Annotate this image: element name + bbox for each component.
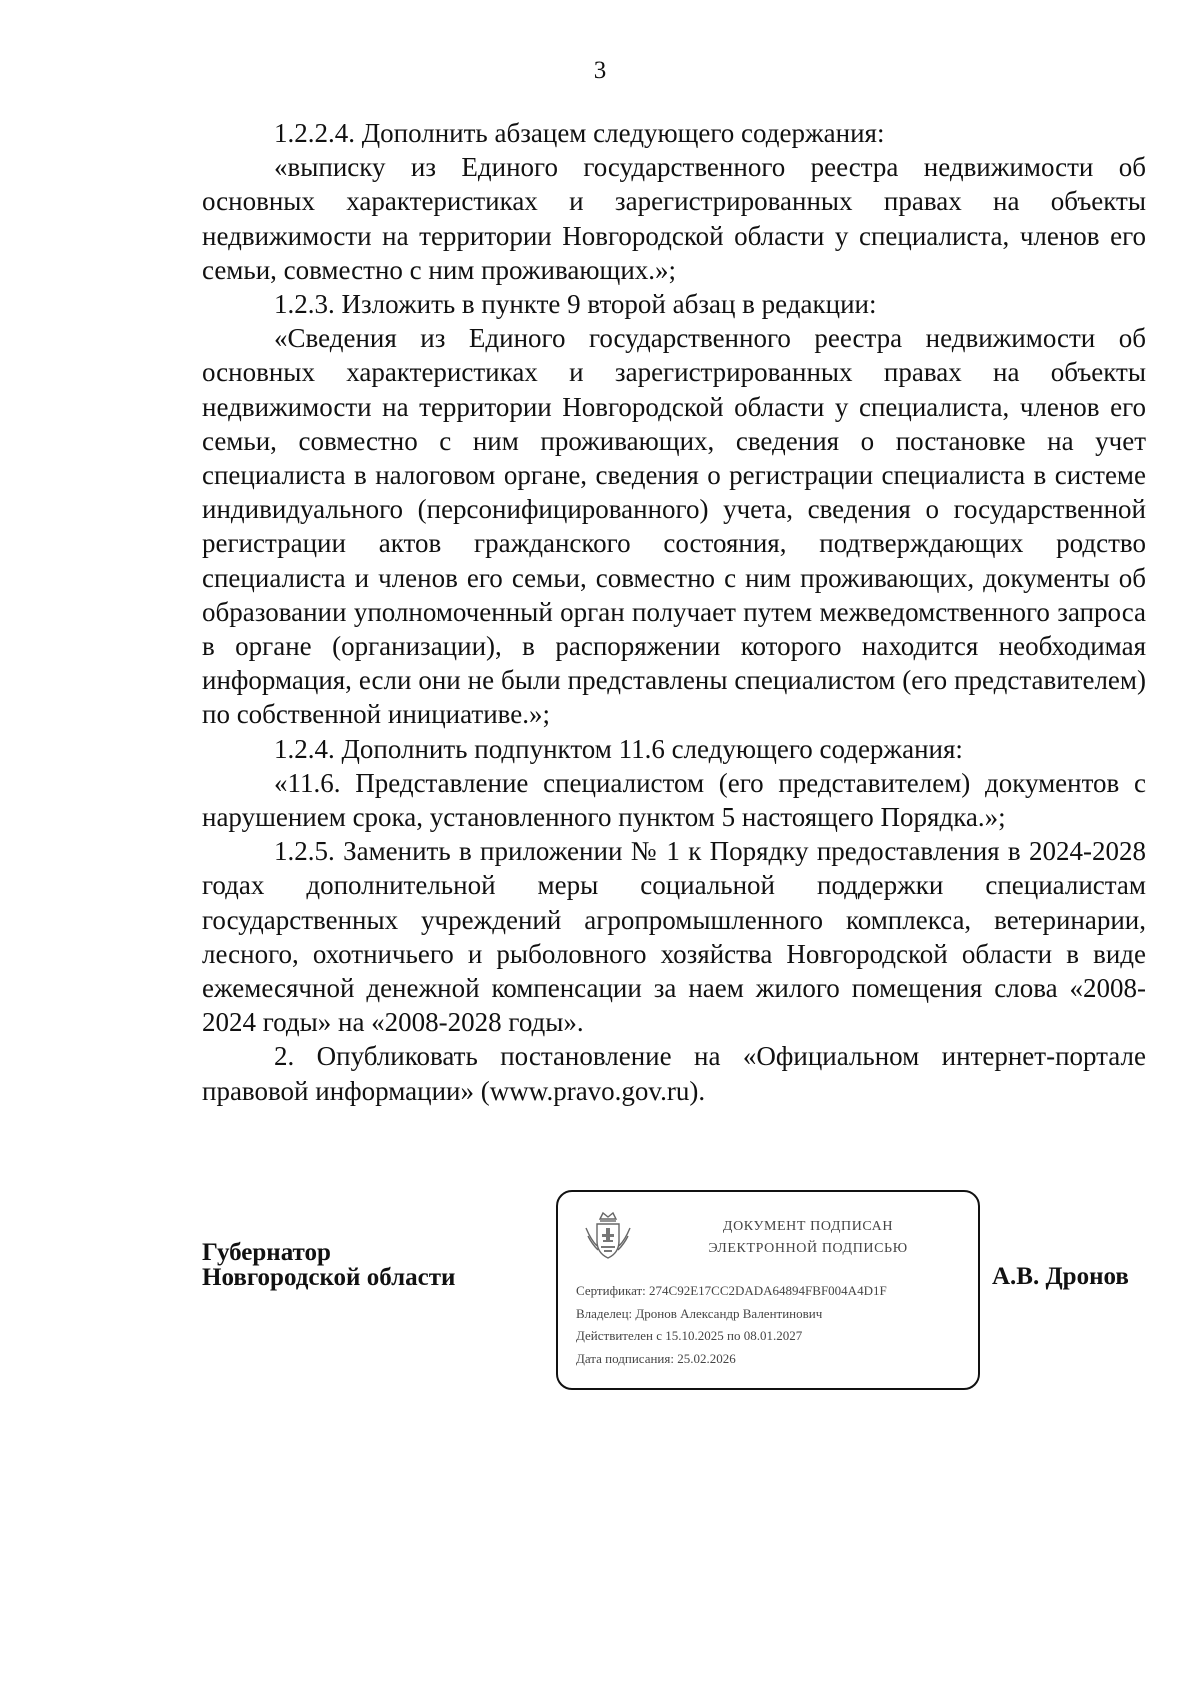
stamp-signing-date: Дата подписания: 25.02.2026 [576,1350,736,1366]
paragraph-2-publish: 2. Опубликовать постановление на «Официальном интернет-портале правовой информации» (www.pravo.gov.ru). [202,1041,1146,1106]
electronic-signature-stamp [556,1190,980,1390]
stamp-owner: Владелец: Дронов Александр Валентинович [576,1305,823,1321]
stamp-header-line1: ДОКУМЕНТ ПОДПИСАН [722,1219,894,1234]
signer-title-line1: Губернатор [202,1239,331,1266]
paragraph-1-2-4: 1.2.4. Дополнить подпунктом 11.6 следующего содержания: [274,733,963,764]
signer-title-line2: Новгородской области [202,1264,456,1291]
signer-name: А.В. Дронов [992,1263,1129,1290]
stamp-header-line2: ЭЛЕКТРОННОЙ ПОДПИСЬЮ [708,1241,908,1256]
coat-of-arms-icon [584,1210,632,1262]
stamp-details [576,1280,972,1370]
paragraph-1-2-2-4: 1.2.2.4. Дополнить абзацем следующего содержания: [274,118,885,148]
paragraph-extract-quote: «выписку из Единого государственного реестра недвижимости об основных характеристиках и зарегистрированных правах на объекты недвижимости на территории Новгородской области у специалиста, членов его семьи, совместно с ним проживающих.»; [202,152,1146,285]
page-number: 3 [593,57,607,84]
paragraph-information-quote: «Сведения из Единого государственного реестра недвижимости об основных характеристиках и зарегистрированных правах на объекты недвижимости на территории Новгородской области у специалиста, членов его семьи, совместно с ним проживающих, сведения о постановке на учет специалиста в налоговом органе, сведения о регистрации специалиста в системе индивидуального (персонифицированного) учета, сведения о государственной регистрации актов гражданского состояния, подтверждающих родство специалиста и членов его семьи, совместно с ним проживающих, документы об образовании уполномоченный орган получает путем межведомственного запроса в органе (организации), в распоряжении которого находится необходимая информация, если они не были представлены специалистом (его представителем) по собственной инициативе.»; [202,323,1146,730]
document-body [202,116,1146,1108]
paragraph-1-2-5: 1.2.5. Заменить в приложении № 1 к Порядку предоставления в 2024-2028 годах дополнительной меры социальной поддержки специалистам государственных учреждений агропромышленного комплекса, ветеринарии, лесного, охотничьего и рыболовного хозяйства Новгородской области в виде ежемесячной денежной компенсации за наем жилого помещения слова «2008-2024 годы» на «2008-2028 годы». [202,836,1146,1038]
signature-block [202,1190,1146,1400]
stamp-validity: Действителен с 15.10.2025 по 08.01.2027 [576,1328,803,1343]
signer-title [202,1240,455,1290]
stamp-header [658,1216,958,1260]
stamp-certificate: Сертификат: 274C92E17CC2DADA64894FBF004A4D1F [576,1283,887,1298]
paragraph-1-2-3: 1.2.3. Изложить в пункте 9 второй абзац в редакции: [274,289,877,320]
paragraph-11-6-quote: «11.6. Представление специалистом (его представителем) документов с нарушением срока, установленного пунктом 5 настоящего Порядка.»; [202,767,1146,833]
